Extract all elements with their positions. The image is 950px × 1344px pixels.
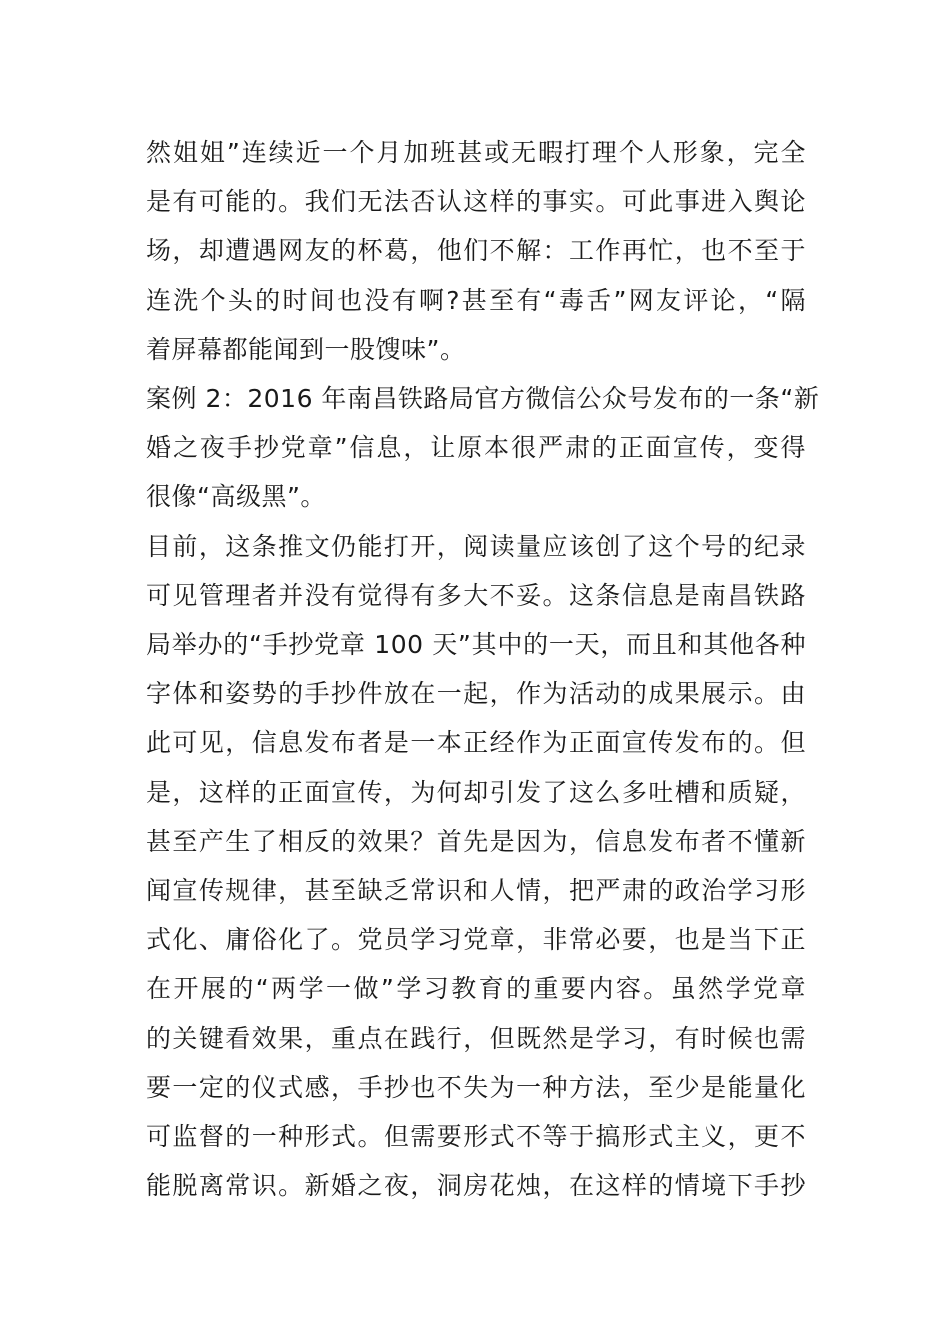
text-line: 可监督的一种形式。但需要形式不等于搞形式主义，更不: [146, 1122, 806, 1152]
text-line: 场，却遭遇网友的杯葛，他们不解：工作再忙，也不至于: [146, 236, 806, 266]
text-line: 式化、庸俗化了。党员学习党章，非常必要，也是当下正: [146, 925, 806, 955]
text-line: 甚至产生了相反的效果？首先是因为，信息发布者不懂新: [146, 826, 806, 856]
text-line: 能脱离常识。新婚之夜，洞房花烛，在这样的情境下手抄: [146, 1171, 806, 1201]
text-line: 在开展的“两学一做”学习教育的重要内容。虽然学党章: [146, 974, 806, 1004]
text-line: 案例 2：2016 年南昌铁路局官方微信公众号发布的一条“新: [146, 384, 820, 414]
text-line: 然姐姐”连续近一个月加班甚或无暇打理个人形象，完全: [146, 138, 806, 167]
text-line: 着屏幕都能闻到一股馊味”。: [146, 334, 466, 364]
text-line: 是有可能的。我们无法否认这样的事实。可此事进入舆论: [146, 187, 806, 217]
paragraph-3: [146, 522, 806, 1211]
document-body: [146, 128, 820, 1210]
text-line: 字体和姿势的手抄件放在一起，作为活动的成果展示。由: [146, 679, 806, 709]
text-line: 婚之夜手抄党章”信息，让原本很严肃的正面宣传，变得: [146, 433, 806, 463]
text-line: 此可见，信息发布者是一本正经作为正面宣传发布的。但: [146, 728, 806, 758]
paragraph-2: [146, 374, 820, 522]
text-line: 很像“高级黑”。: [146, 482, 326, 512]
text-line: 的关键看效果，重点在践行，但既然是学习，有时候也需: [146, 1023, 806, 1053]
text-line: 目前，这条推文仍能打开，阅读量应该创了这个号的纪录: [146, 531, 806, 561]
paragraph-1: [146, 128, 806, 374]
text-line: 连洗个头的时间也没有啊?甚至有“毒舌”网友评论，“隔: [146, 285, 806, 315]
text-line: 是，这样的正面宣传，为何却引发了这么多吐槽和质疑，: [146, 777, 806, 807]
text-line: 可见管理者并没有觉得有多大不妥。这条信息是南昌铁路: [146, 580, 806, 610]
text-line: 局举办的“手抄党章 100 天”其中的一天，而且和其他各种: [146, 630, 806, 660]
text-line: 闻宣传规律，甚至缺乏常识和人情，把严肃的政治学习形: [146, 876, 806, 906]
text-line: 要一定的仪式感，手抄也不失为一种方法，至少是能量化: [146, 1072, 806, 1102]
